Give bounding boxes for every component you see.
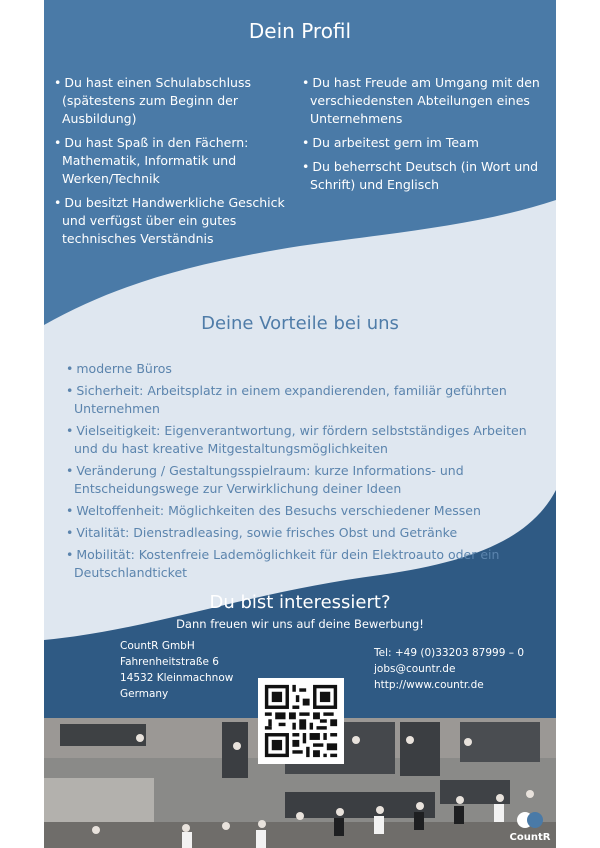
- street: Fahrenheitstraße 6: [120, 656, 219, 668]
- email-link[interactable]: jobs@countr.de: [374, 663, 456, 675]
- advantages-list: [66, 360, 552, 586]
- city: 14532 Kleinmachnow: [120, 672, 234, 684]
- advantage-item: • Veränderung / Gestaltungsspielraum: kurze Informations- und Entscheidungswege zur Verwirklichung deiner Ideen: [66, 462, 552, 498]
- profile-title: Dein Profil: [248, 19, 352, 43]
- profile-list-right: [302, 74, 542, 200]
- profile-item: • Du hast Freude am Umgang mit den verschiedensten Abteilungen eines Unternehmens: [302, 74, 542, 128]
- website-link[interactable]: http://www.countr.de: [374, 679, 484, 691]
- advantage-item: • moderne Büros: [66, 360, 552, 378]
- address-block: [120, 638, 260, 702]
- logo-text: CountR: [509, 832, 551, 843]
- phone: Tel: +49 (0)33203 87999 – 0: [374, 647, 524, 659]
- contact-block: [374, 645, 544, 693]
- advantage-item: • Vitalität: Dienstradleasing, sowie frisches Obst und Getränke: [66, 524, 552, 542]
- advantages-title: Deine Vorteile bei uns: [201, 313, 399, 334]
- profile-item: • Du arbeitest gern im Team: [302, 134, 542, 152]
- logo-mark-icon: [508, 808, 552, 832]
- cta-title: Du bist interessiert?: [209, 592, 391, 613]
- countr-logo: [508, 808, 552, 846]
- advantage-item: • Mobilität: Kostenfreie Lademöglichkeit für dein Elektroauto oder ein Deutschlandticket: [66, 546, 552, 582]
- profile-item: • Du besitzt Handwerkliche Geschick und verfügst über ein gutes technisches Verständnis: [54, 194, 294, 248]
- company-name: CountR GmbH: [120, 640, 195, 652]
- qr-code-icon: [258, 678, 344, 764]
- profile-item: • Du hast Spaß in den Fächern: Mathematik, Informatik und Werken/Technik: [54, 134, 294, 188]
- advantage-item: • Sicherheit: Arbeitsplatz in einem expandierenden, familiär geführten Unternehmen: [66, 382, 552, 418]
- qr-code[interactable]: [258, 678, 344, 764]
- profile-item: • Du beherrscht Deutsch (in Wort und Schrift) und Englisch: [302, 158, 542, 194]
- profile-item: • Du hast einen Schulabschluss (spätestens zum Beginn der Ausbildung): [54, 74, 294, 128]
- advantage-item: • Vielseitigkeit: Eigenverantwortung, wir fördern selbstständiges Arbeiten und du hast kreative Mitgestaltungsmöglichkeiten: [66, 422, 552, 458]
- country: Germany: [120, 688, 169, 700]
- advantage-item: • Weltoffenheit: Möglichkeiten des Besuchs verschiedener Messen: [66, 502, 552, 520]
- profile-list-left: [54, 74, 294, 254]
- cta-subtitle: Dann freuen wir uns auf deine Bewerbung!: [176, 617, 424, 631]
